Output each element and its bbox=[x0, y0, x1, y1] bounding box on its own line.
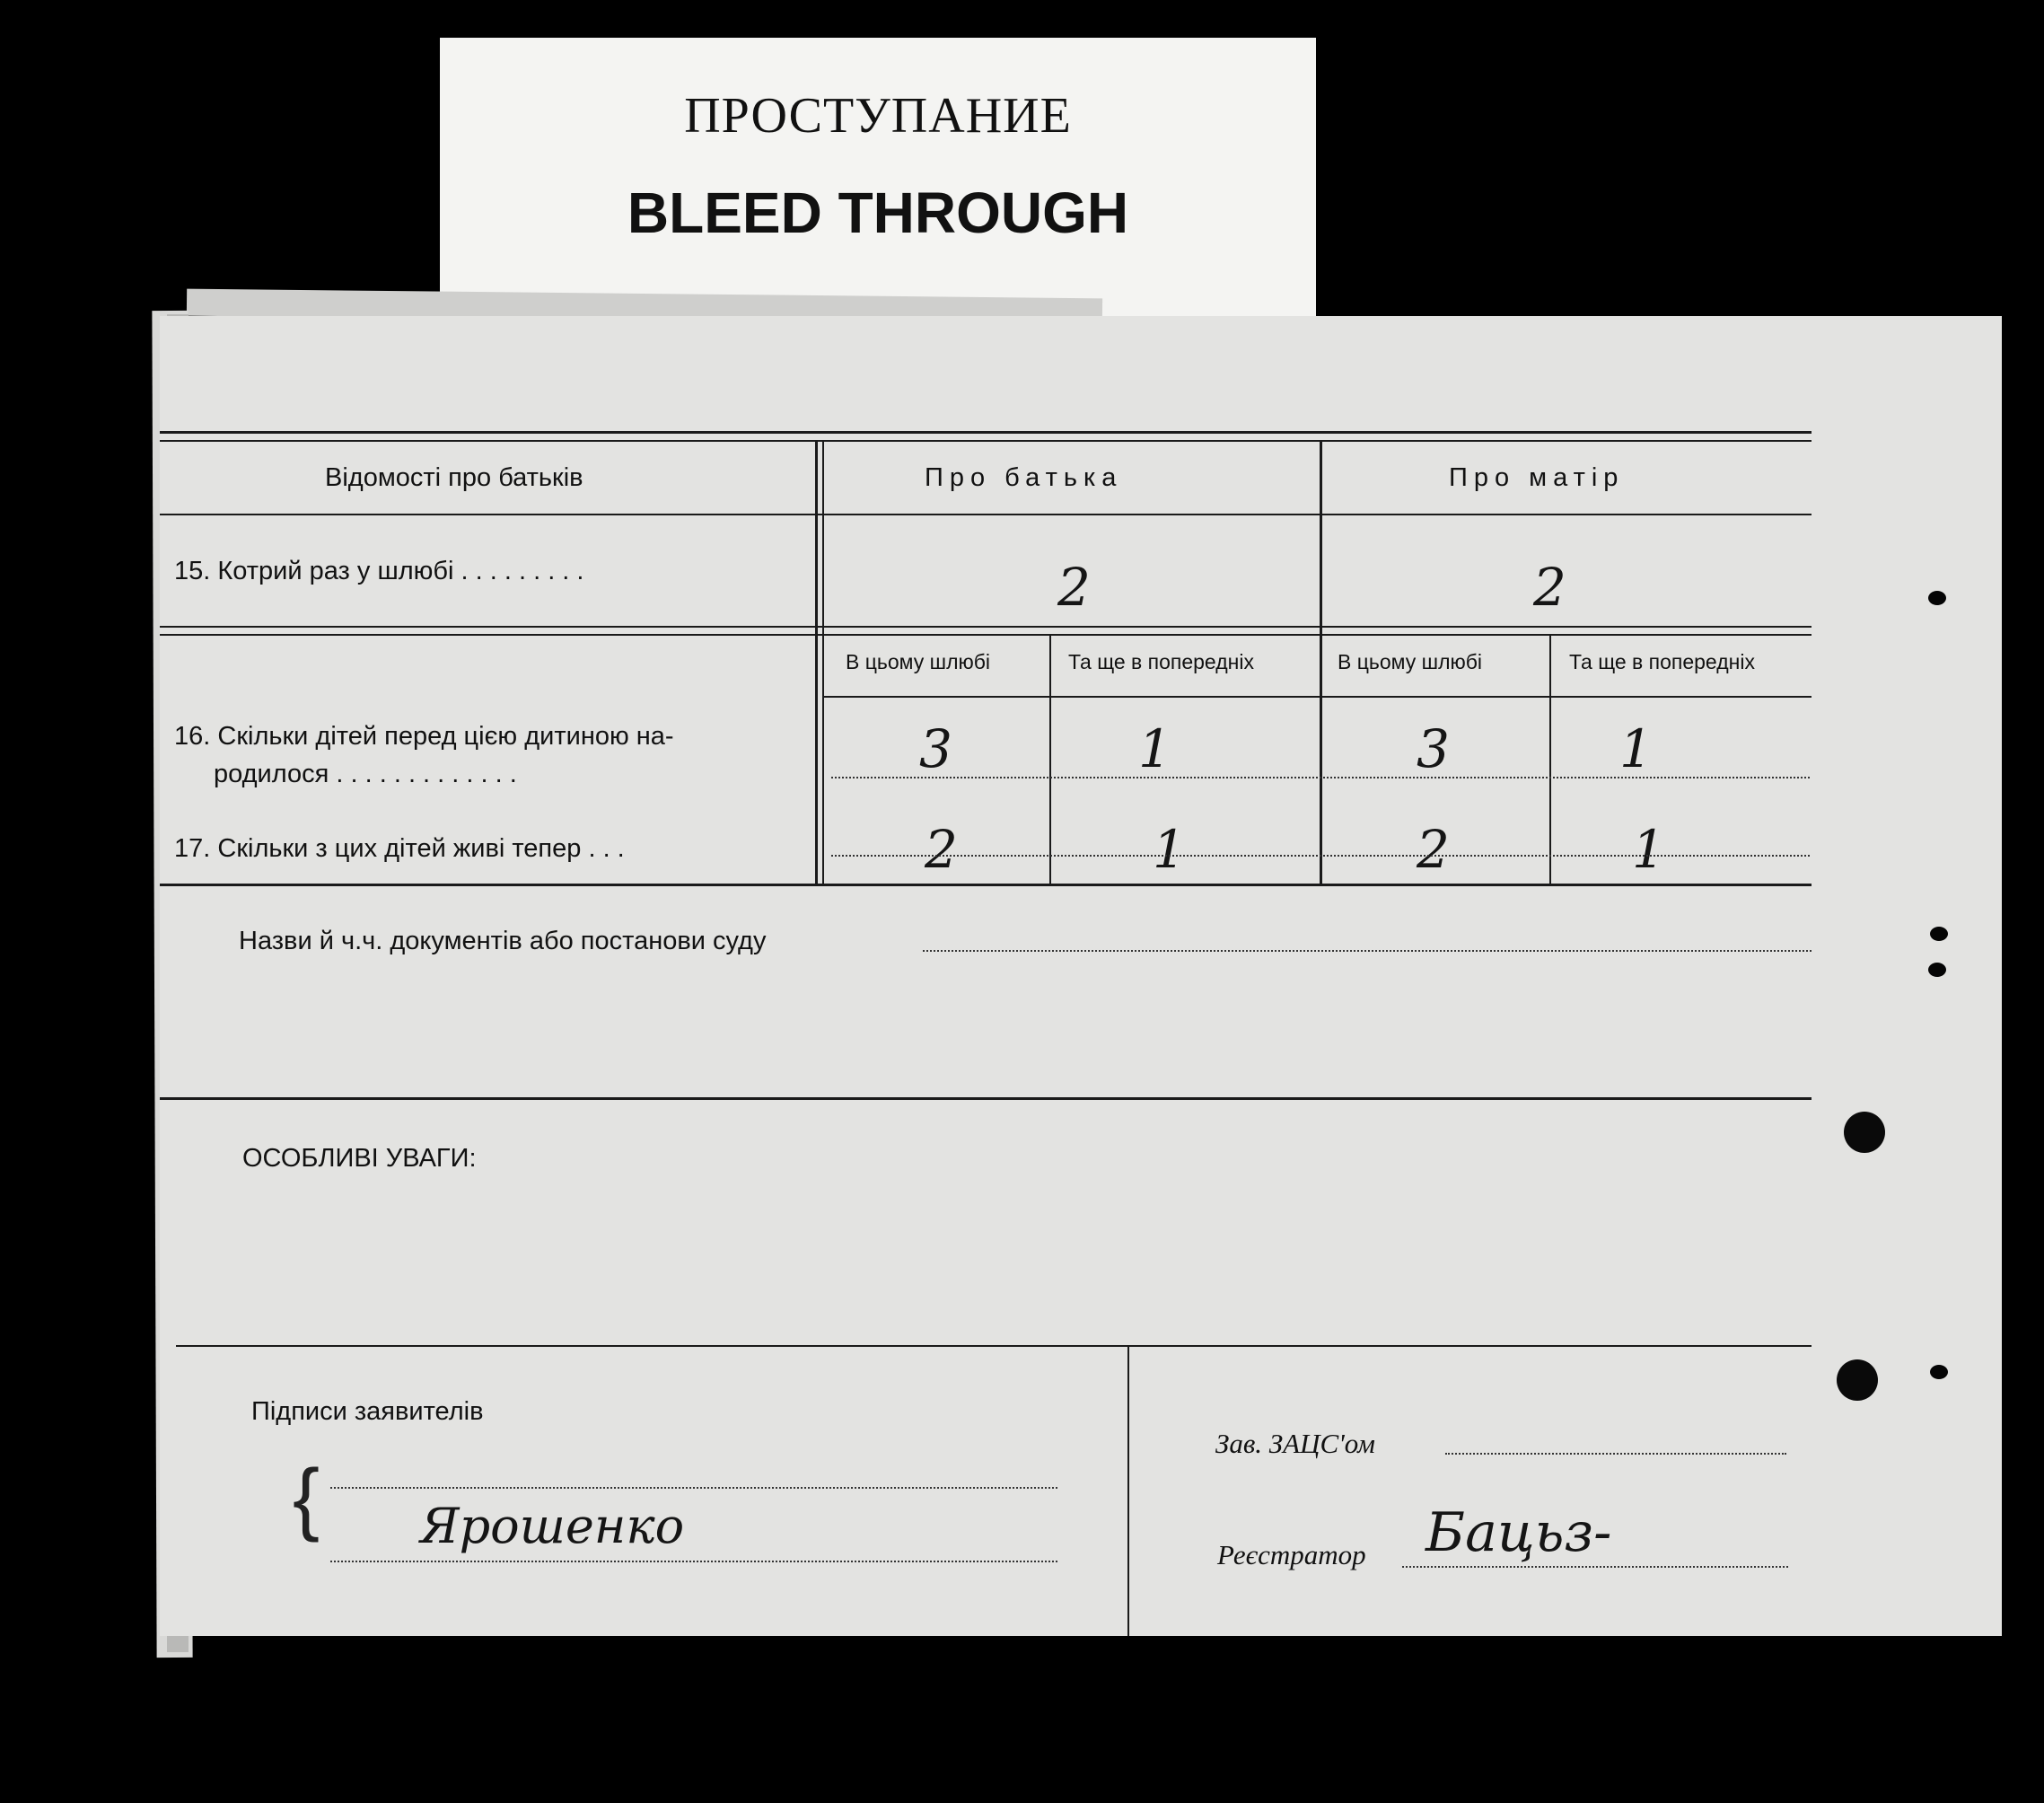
header-mother: Про матір bbox=[1449, 463, 1625, 492]
signature-line bbox=[330, 1487, 1057, 1489]
rule bbox=[160, 431, 1812, 434]
column-divider bbox=[822, 442, 824, 886]
fill-line bbox=[831, 855, 1810, 857]
label-english: BLEED THROUGH bbox=[627, 180, 1129, 245]
row15-mother-value: 2 bbox=[1533, 557, 1566, 618]
column-divider bbox=[1049, 635, 1051, 886]
punch-hole bbox=[1928, 963, 1946, 977]
header-info: Відомості про батьків bbox=[325, 463, 583, 492]
signatures-label: Підписи заявителів bbox=[251, 1397, 484, 1426]
form-sheet bbox=[160, 316, 2002, 1636]
row17-father-this: 2 bbox=[925, 819, 958, 880]
punch-hole bbox=[1930, 1365, 1948, 1379]
rule bbox=[160, 884, 1812, 886]
special-notes-label: ОСОБЛИВІ УВАГИ: bbox=[242, 1144, 477, 1173]
column-divider bbox=[1549, 635, 1551, 886]
registrar-signature-line bbox=[1402, 1566, 1788, 1568]
fill-line bbox=[831, 777, 1810, 778]
row17-label: 17. Скільки з цих дітей живі тепер . . . bbox=[174, 834, 625, 863]
row16-mother-this: 3 bbox=[1417, 718, 1450, 779]
rule bbox=[160, 1097, 1812, 1100]
rule bbox=[824, 696, 1812, 698]
row17-mother-this: 2 bbox=[1417, 819, 1450, 880]
punch-hole bbox=[1930, 927, 1948, 941]
mother-previous-header: Та ще в попередніх bbox=[1569, 650, 1755, 673]
head-signature-line bbox=[1445, 1453, 1786, 1455]
rule bbox=[160, 626, 1812, 628]
documents-fill-line bbox=[923, 950, 1812, 952]
row16-label-line1: 16. Скільки дітей перед цією дитиною на- bbox=[174, 722, 674, 751]
row16-father-prev: 1 bbox=[1138, 718, 1171, 779]
head-label: Зав. ЗАЦС'ом bbox=[1215, 1428, 1375, 1459]
bleed-through-label-card bbox=[440, 38, 1316, 318]
punch-hole bbox=[1844, 1112, 1885, 1153]
row16-label-line2: родилося . . . . . . . . . . . . . bbox=[214, 760, 517, 788]
registrar-label: Реєстратор bbox=[1217, 1539, 1366, 1570]
rule bbox=[160, 440, 1812, 442]
label-russian: ПРОСТУПАНИЕ bbox=[684, 88, 1072, 144]
father-previous-header: Та ще в попередніх bbox=[1068, 650, 1254, 673]
row16-mother-prev: 1 bbox=[1619, 718, 1653, 779]
mother-this-marriage-header: В цьому шлюбі bbox=[1338, 650, 1483, 673]
signature-divider bbox=[1127, 1347, 1129, 1636]
punch-hole bbox=[1928, 591, 1946, 605]
brace-icon: { bbox=[293, 1454, 320, 1544]
row16-father-this: 3 bbox=[919, 718, 952, 779]
registrar-signature: Бацьз- bbox=[1426, 1501, 1612, 1564]
column-divider bbox=[815, 442, 818, 886]
rule bbox=[160, 514, 1812, 515]
applicant-signature: Ярошенко bbox=[420, 1498, 685, 1554]
signature-line bbox=[330, 1561, 1057, 1562]
rule bbox=[160, 634, 1812, 636]
header-father: Про батька bbox=[925, 463, 1123, 492]
row17-father-prev: 1 bbox=[1153, 819, 1186, 880]
rule bbox=[176, 1345, 1812, 1347]
row17-mother-prev: 1 bbox=[1632, 819, 1665, 880]
documents-label: Назви й ч.ч. документів або постанови суду bbox=[239, 927, 767, 955]
row15-father-value: 2 bbox=[1057, 557, 1091, 618]
row15-label: 15. Котрий раз у шлюбі . . . . . . . . . bbox=[174, 557, 584, 585]
column-divider bbox=[1320, 442, 1322, 886]
father-this-marriage-header: В цьому шлюбі bbox=[846, 650, 991, 673]
punch-hole bbox=[1837, 1359, 1878, 1401]
